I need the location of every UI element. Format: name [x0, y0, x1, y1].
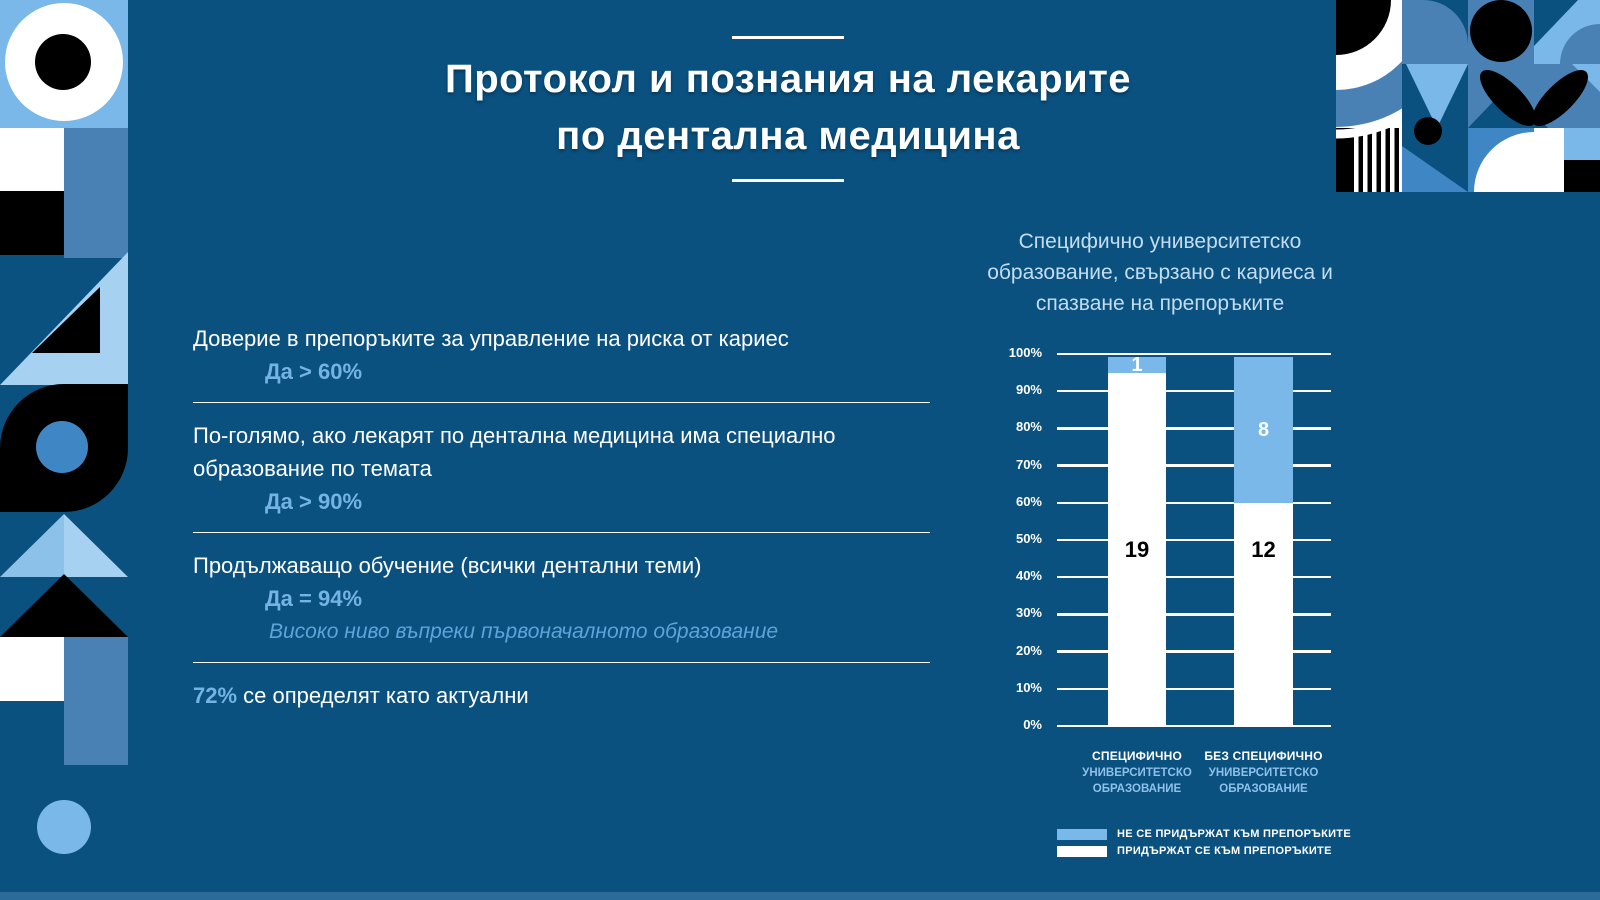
category-label-line: УНИВЕРСИТЕТСКО	[1208, 766, 1319, 779]
category-label-line: БЕЗ СПЕЦИФИЧНО	[1204, 749, 1323, 763]
y-axis-tick-label: 20%	[1015, 642, 1042, 658]
y-axis-tick-label: 30%	[1015, 605, 1042, 621]
category-label	[1194, 748, 1334, 798]
y-axis-tick-label: 100%	[1008, 345, 1042, 360]
white-quarter-tile	[1468, 128, 1534, 192]
point-answer: Да = 94%	[265, 586, 363, 611]
point-answer: Да > 90%	[265, 489, 363, 514]
y-axis-tick-label: 10%	[1015, 679, 1042, 695]
bar-value-label: 8	[1257, 418, 1270, 441]
title-rule-top	[732, 36, 844, 39]
divider	[193, 532, 930, 533]
y-axis-tick-label: 70%	[1015, 456, 1042, 472]
slide-title-line1: Протокол и познания на лекарите	[444, 57, 1132, 101]
decorative-pattern-left	[0, 0, 128, 900]
stacked-bar-chart	[940, 222, 1400, 900]
y-axis-tick-label: 60%	[1015, 493, 1042, 509]
slide-title-line2: по дентална медицина	[556, 114, 1020, 158]
title-block	[128, 36, 1448, 182]
list-item	[193, 322, 930, 388]
key-findings-list	[193, 322, 930, 712]
gridline	[1057, 353, 1331, 356]
chart-title: Специфично университетско образование, свързано с кариеса и спазване на препоръките	[987, 230, 1333, 315]
donut-leaf-tile	[0, 384, 128, 512]
y-axis-tick-label: 40%	[1015, 568, 1042, 584]
squares-tile	[0, 128, 128, 258]
point-text: Доверие в препоръките за управление на риска от кариес	[193, 326, 789, 351]
y-axis-tick-label: 90%	[1015, 382, 1042, 398]
bar-value-label: 12	[1251, 537, 1276, 562]
category-label-line: СПЕЦИФИЧНО	[1092, 749, 1182, 763]
list-item	[193, 679, 930, 712]
list-item	[193, 419, 930, 518]
point-answer: Да > 60%	[265, 359, 363, 384]
y-axis-tick-label: 80%	[1015, 419, 1042, 435]
divider	[193, 662, 930, 663]
legend-swatch	[1057, 829, 1107, 840]
black-circle-tile	[1468, 0, 1534, 64]
bar-value-label: 19	[1124, 537, 1150, 562]
y-axis-tick-label: 0%	[1023, 717, 1042, 732]
point-note: Високо ниво въпреки първоначалното образование	[269, 620, 779, 643]
category-label	[1067, 748, 1207, 798]
square-flag-tile	[0, 637, 128, 765]
category-label-line: ОБРАЗОВАНИЕ	[1219, 783, 1308, 795]
divider	[193, 402, 930, 403]
category-label-line: ОБРАЗОВАНИЕ	[1092, 783, 1182, 795]
chevron-triangle-tile	[0, 252, 128, 385]
legend-label: НЕ СЕ ПРИДЪРЖАТ КЪМ ПРЕПОРЪКИТЕ	[1117, 828, 1351, 840]
point-text: Продължаващо обучение (всички дентални теми)	[193, 553, 702, 578]
legend-label: ПРИДЪРЖАТ СЕ КЪМ ПРЕПОРЪКИТЕ	[1117, 844, 1332, 857]
y-axis-tick-label: 50%	[1015, 531, 1042, 546]
category-label-line: УНИВЕРСИТЕТСКО	[1082, 766, 1192, 779]
diagonal-tile	[1534, 0, 1600, 64]
legend-swatch	[1057, 846, 1107, 857]
circle-tile	[0, 0, 128, 128]
list-item	[193, 549, 930, 648]
point-text: По-голямо, ако лекарят по дентална медицина има специално образование по темата	[193, 423, 836, 481]
statistic-text: се определят като актуални	[237, 683, 529, 708]
title-rule-bottom	[732, 179, 844, 182]
bar-value-label: 1	[1131, 353, 1143, 376]
half-squares-tile	[1534, 128, 1600, 192]
dot-tile	[37, 800, 91, 854]
statistic-highlight: 72%	[193, 683, 238, 708]
leaves-tile	[1468, 62, 1600, 134]
gridline	[1057, 725, 1331, 728]
up-triangles-tile	[0, 514, 128, 637]
